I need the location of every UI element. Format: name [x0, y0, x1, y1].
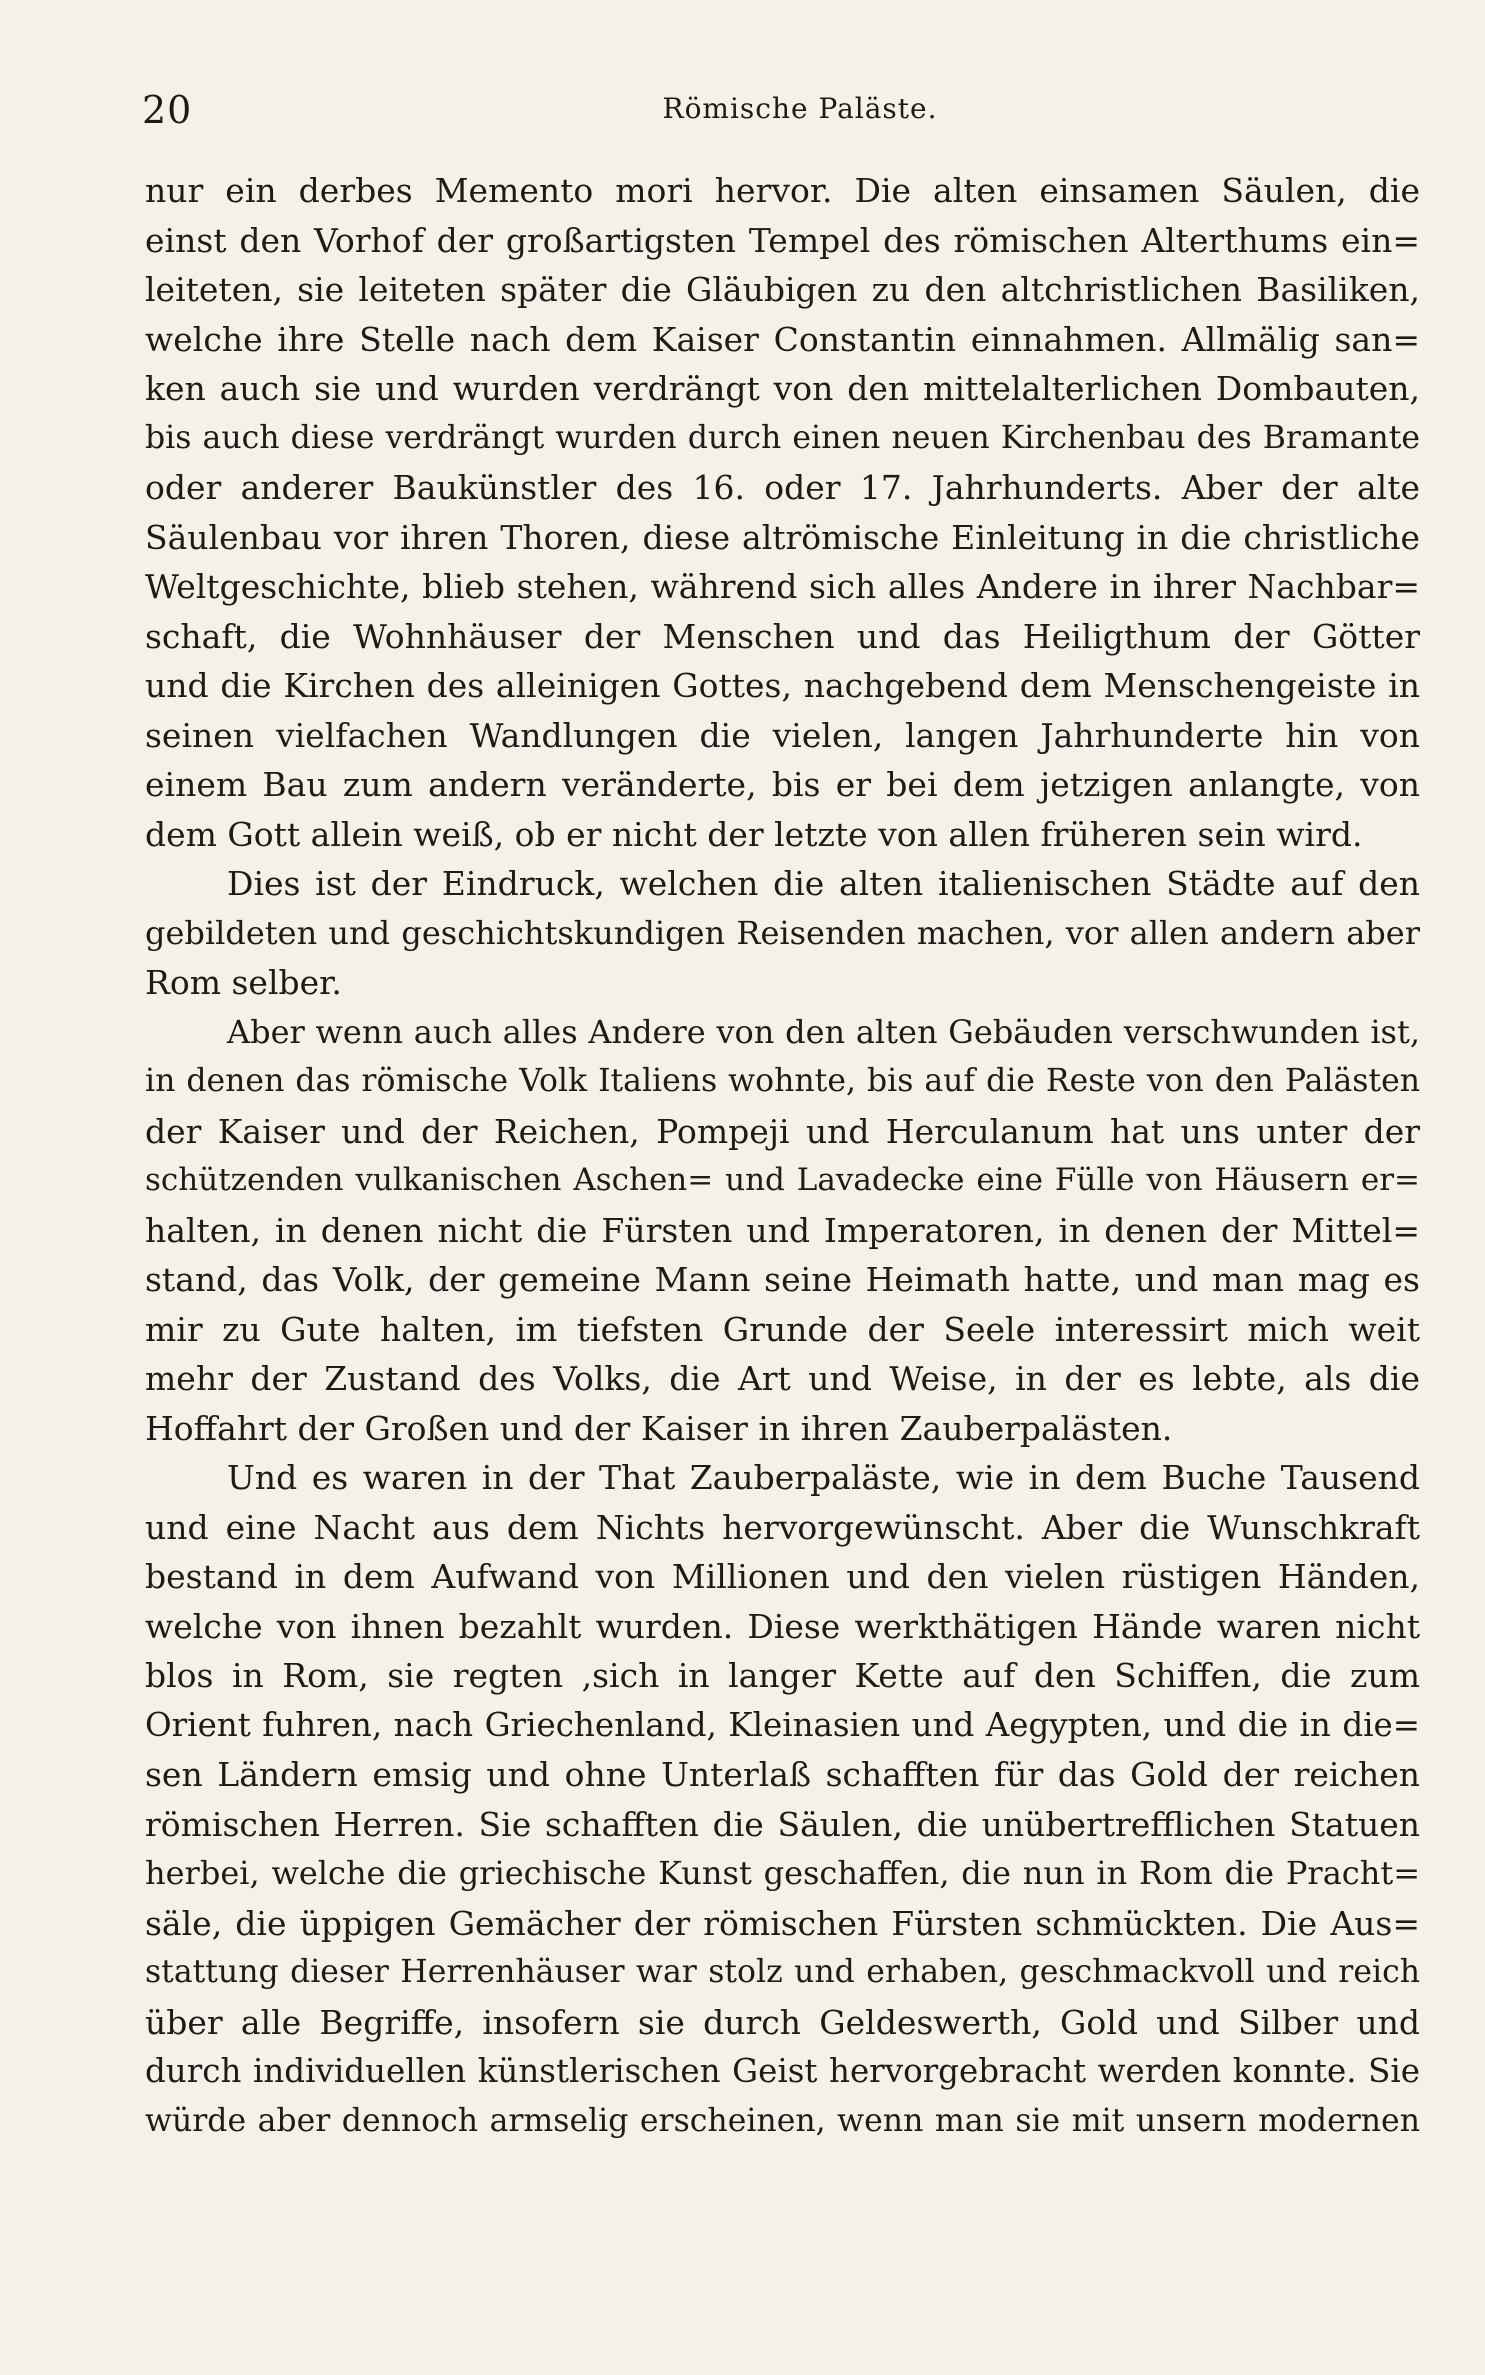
text-line: und die Kirchen des alleinigen Gottes, nachgebend dem Menschengeiste in: [145, 666, 1420, 705]
text-line: stattung dieser Herrenhäuser war stolz und erhaben, geschmackvoll und reich: [145, 1954, 1420, 1990]
text-line: würde aber dennoch armselig erscheinen, wenn man sie mit unsern modernen: [145, 2102, 1420, 2139]
text-line: welche von ihnen bezahlt wurden. Diese werkthätigen Hände waren nicht: [145, 1606, 1420, 1646]
text-line: welche ihre Stelle nach dem Kaiser Constantin einnahmen. Allmälig san=: [145, 319, 1420, 359]
text-line: römischen Herren. Sie schafften die Säulen, die unübertrefflichen Statuen: [145, 1804, 1420, 1844]
text-line: einem Bau zum andern veränderte, bis er bei dem jetzigen anlangte, von: [145, 765, 1420, 804]
text-line: ken auch sie und wurden verdrängt von den mittelalterlichen Dombauten,: [145, 369, 1420, 408]
text-line: einst den Vorhof der großartigsten Tempel des römischen Alterthums ein=: [145, 220, 1420, 260]
text-line: der Kaiser und der Reichen, Pompeji und Herculanum hat uns unter der: [145, 1111, 1420, 1151]
text-line: Weltgeschichte, blieb stehen, während sich alles Andere in ihrer Nachbar=: [145, 567, 1420, 606]
text-line: Säulenbau vor ihren Thoren, diese altrömische Einleitung in die christliche: [145, 517, 1420, 557]
text-line: Hoffahrt der Großen und der Kaiser in ihren Zauberpalästen.: [145, 1408, 1173, 1448]
text-line: sen Ländern emsig und ohne Unterlaß schafften für das Gold der reichen: [145, 1755, 1420, 1794]
text-line: Rom selber.: [145, 963, 342, 1002]
text-line: bestand in dem Aufwand von Millionen und den vielen rüstigen Händen,: [145, 1557, 1420, 1596]
text-line: säle, die üppigen Gemächer der römischen Fürsten schmückten. Die Aus=: [145, 1903, 1420, 1943]
text-line: nur ein derbes Memento mori hervor. Die alten einsamen Säulen, die: [145, 171, 1420, 210]
text-line: herbei, welche die griechische Kunst geschaffen, die nun in Rom die Pracht=: [145, 1854, 1420, 1892]
page-number: 20: [142, 88, 193, 132]
text-line: halten, in denen nicht die Fürsten und Imperatoren, in denen der Mittel=: [145, 1210, 1420, 1250]
text-line: in denen das römische Volk Italiens wohnte, bis auf die Reste von den Palästen: [145, 1063, 1420, 1099]
paragraph-start-line: Dies ist der Eindruck, welchen die alten italienischen Städte auf den: [227, 864, 1420, 903]
running-head: Römische Paläste.: [662, 92, 938, 125]
text-line: blos in Rom, sie regten ,sich in langer Kette auf den Schiffen, die zum: [145, 1656, 1420, 1695]
text-line: bis auch diese verdrängt wurden durch einen neuen Kirchenbau des Bramante: [145, 419, 1420, 456]
text-line: seinen vielfachen Wandlungen die vielen, langen Jahrhunderte hin von: [145, 715, 1420, 755]
text-line: schaft, die Wohnhäuser der Menschen und das Heiligthum der Götter: [145, 616, 1420, 656]
text-line: dem Gott allein weiß, ob er nicht der letzte von allen früheren sein wird.: [145, 814, 1363, 854]
text-line: leiteten, sie leiteten später die Gläubigen zu den altchristlichen Basiliken,: [145, 270, 1420, 309]
text-line: durch individuellen künstlerischen Geist hervorgebracht werden konnte. Sie: [145, 2052, 1420, 2090]
text-line: mehr der Zustand des Volks, die Art und Weise, in der es lebte, als die: [145, 1359, 1420, 1398]
paragraph-start-line: Aber wenn auch alles Andere von den alten Gebäuden verschwunden ist,: [227, 1012, 1420, 1051]
text-line: Orient fuhren, nach Griechenland, Kleinasien und Aegypten, und die in die=: [145, 1705, 1420, 1744]
text-line: mir zu Gute halten, im tiefsten Grunde der Seele interessirt mich weit: [145, 1309, 1420, 1349]
text-line: und eine Nacht aus dem Nichts hervorgewünscht. Aber die Wunschkraft: [145, 1507, 1420, 1547]
text-line: stand, das Volk, der gemeine Mann seine Heimath hatte, und man mag es: [145, 1260, 1420, 1299]
text-line: über alle Begriffe, insofern sie durch Geldeswerth, Gold und Silber und: [145, 2002, 1420, 2042]
text-line: oder anderer Baukünstler des 16. oder 17. Jahrhunderts. Aber der alte: [145, 468, 1420, 507]
paragraph-start-line: Und es waren in der That Zauberpaläste, wie in dem Buche Tausend: [227, 1458, 1420, 1497]
body-text: [145, 166, 1420, 2146]
text-line: schützenden vulkanischen Aschen= und Lavadecke eine Fülle von Häusern er=: [145, 1162, 1420, 1198]
text-line: gebildeten und geschichtskundigen Reisenden machen, vor allen andern aber: [145, 913, 1420, 952]
